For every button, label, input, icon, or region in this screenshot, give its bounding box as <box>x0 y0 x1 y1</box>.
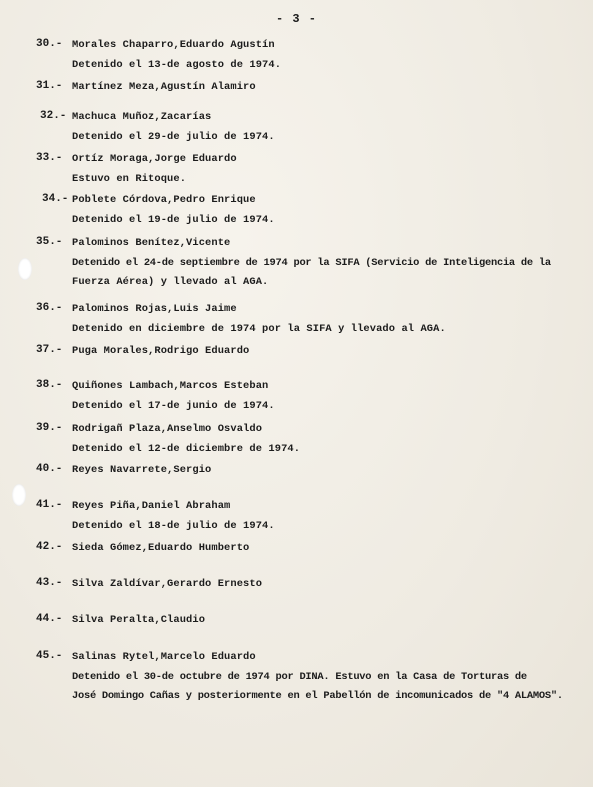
entry-name: Silva Peralta,Claudio <box>72 614 206 626</box>
entry-number: 33.- <box>36 152 63 164</box>
page-number: - 3 - <box>275 12 317 26</box>
entry-name: Puga Morales,Rodrigo Eduardo <box>72 345 250 357</box>
entry-number: 31.- <box>36 80 63 92</box>
entry-name: Quiñones Lambach,Marcos Esteban <box>72 380 269 392</box>
entry-detail: Estuvo en Ritoque. <box>72 173 187 185</box>
entry-number: 41.- <box>36 499 63 511</box>
entry-number: 40.- <box>36 463 63 475</box>
punch-hole-bottom <box>12 484 26 506</box>
entry-detail: Detenido en diciembre de 1974 por la SIFA y llevado al AGA. <box>72 323 446 335</box>
entry-detail: Detenido el 18-de julio de 1974. <box>72 520 275 532</box>
entry-name: Machuca Muñoz,Zacarías <box>72 111 212 123</box>
entry-detail: Detenido el 30-de octubre de 1974 por DINA. Estuvo en la Casa de Torturas de <box>72 671 527 683</box>
entry-number: 32.- <box>40 110 67 122</box>
entry-number: 44.- <box>36 613 63 625</box>
punch-hole-top <box>18 258 32 280</box>
entry-number: 34.- <box>42 193 69 205</box>
entry-number: 36.- <box>36 302 63 314</box>
entry-name: Rodrigañ Plaza,Anselmo Osvaldo <box>72 423 263 435</box>
entry-detail: Detenido el 29-de julio de 1974. <box>72 131 275 143</box>
entry-detail: Detenido el 24-de septiembre de 1974 por la SIFA (Servicio de Inteligencia de la <box>72 257 551 269</box>
entry-number: 30.- <box>36 38 63 50</box>
entry-name: Poblete Córdova,Pedro Enrique <box>72 194 256 206</box>
entry-detail: Detenido el 19-de julio de 1974. <box>72 214 275 226</box>
entry-name: Reyes Piña,Daniel Abraham <box>72 500 231 512</box>
entry-name: Ortíz Moraga,Jorge Eduardo <box>72 153 237 165</box>
entry-name: Palominos Benítez,Vicente <box>72 237 231 249</box>
entry-number: 42.- <box>36 541 63 553</box>
entry-detail: Detenido el 17-de junio de 1974. <box>72 400 275 412</box>
entry-name: Silva Zaldívar,Gerardo Ernesto <box>72 578 263 590</box>
entry-detail: Detenido el 13-de agosto de 1974. <box>72 59 282 71</box>
entry-name: Morales Chaparro,Eduardo Agustín <box>72 39 275 51</box>
entry-number: 39.- <box>36 422 63 434</box>
entry-number: 38.- <box>36 379 63 391</box>
entry-name: Salinas Rytel,Marcelo Eduardo <box>72 651 256 663</box>
entry-number: 43.- <box>36 577 63 589</box>
entry-detail: Detenido el 12-de diciembre de 1974. <box>72 443 301 455</box>
entry-number: 37.- <box>36 344 63 356</box>
entry-detail: José Domingo Cañas y posteriormente en el Pabellón de incomunicados de "4 ALAMOS". <box>72 690 563 702</box>
entry-name: Martínez Meza,Agustín Alamiro <box>72 81 256 93</box>
entry-name: Reyes Navarrete,Sergio <box>72 464 212 476</box>
entry-detail: Fuerza Aérea) y llevado al AGA. <box>72 276 269 288</box>
entry-number: 45.- <box>36 650 63 662</box>
entry-name: Sieda Gómez,Eduardo Humberto <box>72 542 250 554</box>
entry-name: Palominos Rojas,Luis Jaime <box>72 303 237 315</box>
entry-number: 35.- <box>36 236 63 248</box>
